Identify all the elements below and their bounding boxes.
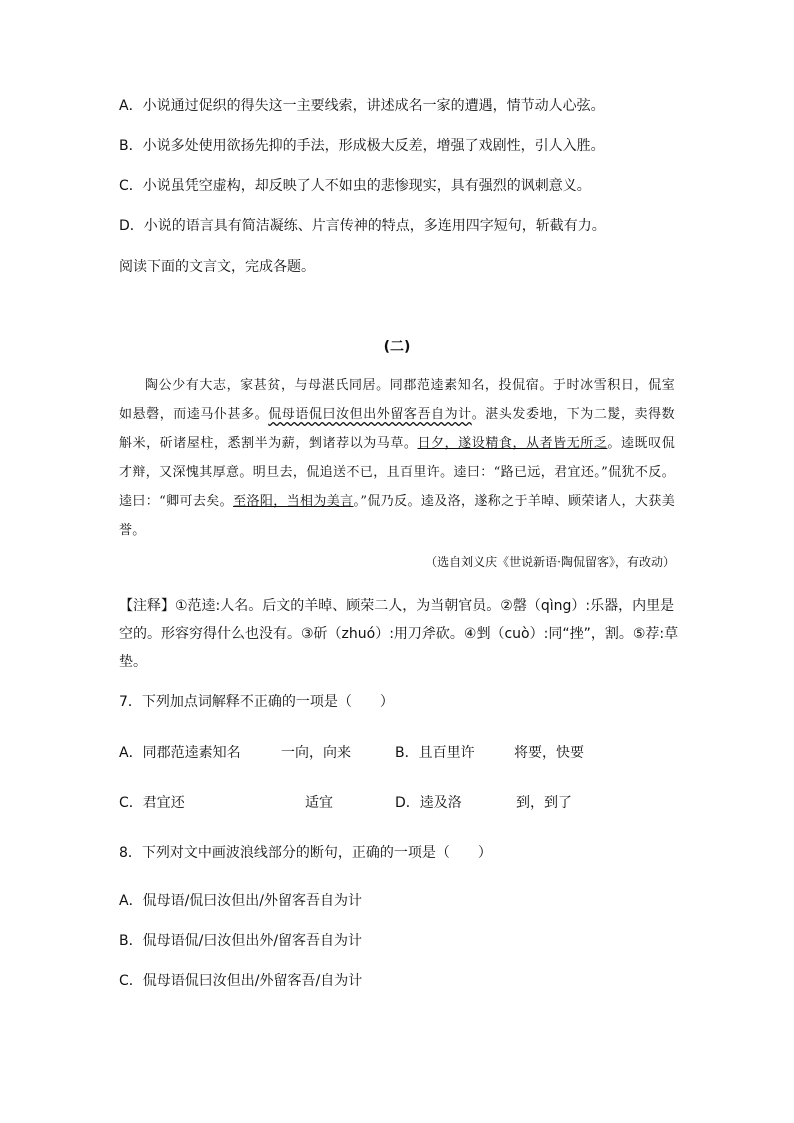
- passage-text: 。湛头发委地，下为二髲，卖得数斛米，斫诸屋柱，悉割半为薪，剉诸荐以为马草。: [119, 407, 675, 451]
- question-7-stem: 7．下列加点词解释不正确的一项是（ ）: [119, 694, 394, 710]
- question-7-row-ab: [119, 743, 679, 763]
- option-a: A．小说通过促织的得失这一主要线索，讲述成名一家的遭遇，情节动人心弦。: [119, 98, 605, 114]
- q8-option-a: A．侃母语/侃曰汝但出/外留客吾自为计: [119, 893, 363, 909]
- question-8-stem: 8．下列对文中画波浪线部分的断句，正确的一项是（ ）: [119, 845, 492, 861]
- question-7-row-cd: [119, 793, 679, 813]
- q8-option-c: C．侃母语侃曰汝但出/外留客吾/自为计: [119, 973, 363, 989]
- reading-instruction: 阅读下面的文言文，完成各题。: [119, 259, 315, 275]
- option-c: C．小说虽凭空虚构，却反映了人不如虫的悲惨现实，具有强烈的讽刺意义。: [119, 178, 591, 194]
- q7-option-d: D．逵及洛: [395, 795, 462, 811]
- underlined-sentence: 至洛阳，当相为美言: [233, 494, 354, 509]
- wavy-underlined-sentence: 侃母语侃曰汝但出外留客吾自为计: [268, 407, 472, 422]
- q7-option-b-definition: 将要，快要: [514, 745, 584, 761]
- q7-option-c: C．君宜还: [119, 795, 185, 811]
- annotation-notes: 【注释】①范逵:人名。后文的羊晫、顾荣二人，为当朝官员。②罄（qìng）:乐器，内里是空的。形容穷得什么也没有。③斫（zhuó）:用刀斧砍。④剉（cuò）:同“挫”，割。⑤荐:草垫。: [119, 598, 679, 670]
- q7-option-a-definition: 一向，向来: [281, 745, 351, 761]
- passage-text: 陶公少有大志，家甚贫，与母湛氏同居。同郡范逵素知名，投侃宿。于时冰雪积日，侃室如悬磬，而逵马仆甚多。: [119, 378, 675, 422]
- section-title: (二): [383, 339, 411, 355]
- underlined-sentence: 日夕，遂设精食，从者皆无所乏: [417, 436, 608, 451]
- q7-option-c-definition: 适宜: [305, 795, 333, 811]
- classical-passage: [119, 371, 675, 545]
- passage-text: 。”侃乃反。逵及洛，遂称之于羊晫、顾荣诸人，大获美誉。: [119, 494, 675, 538]
- passage-text: 。逵既叹侃才辩，又深愧其厚意。明旦去，侃追送不已，且百里许。逵曰：“路已远，君宜还。”侃犹不反。逵曰：“卿可去矣。: [119, 436, 675, 509]
- q8-option-b: B．侃母语侃/曰汝但出外/留客吾自为计: [119, 933, 363, 949]
- q7-option-b: B．且百里许: [395, 745, 475, 761]
- option-b: B．小说多处使用欲扬先抑的手法，形成极大反差，增强了戏剧性，引人入胜。: [119, 138, 605, 154]
- q7-option-a: A．同郡范逵素知名: [119, 745, 241, 761]
- option-d: D．小说的语言具有简洁凝练、片言传神的特点，多连用四字短句，斩截有力。: [119, 218, 606, 234]
- passage-source: （选自刘义庆《世说新语·陶侃留客》，有改动）: [425, 555, 675, 569]
- q7-option-d-definition: 到，到了: [516, 795, 572, 811]
